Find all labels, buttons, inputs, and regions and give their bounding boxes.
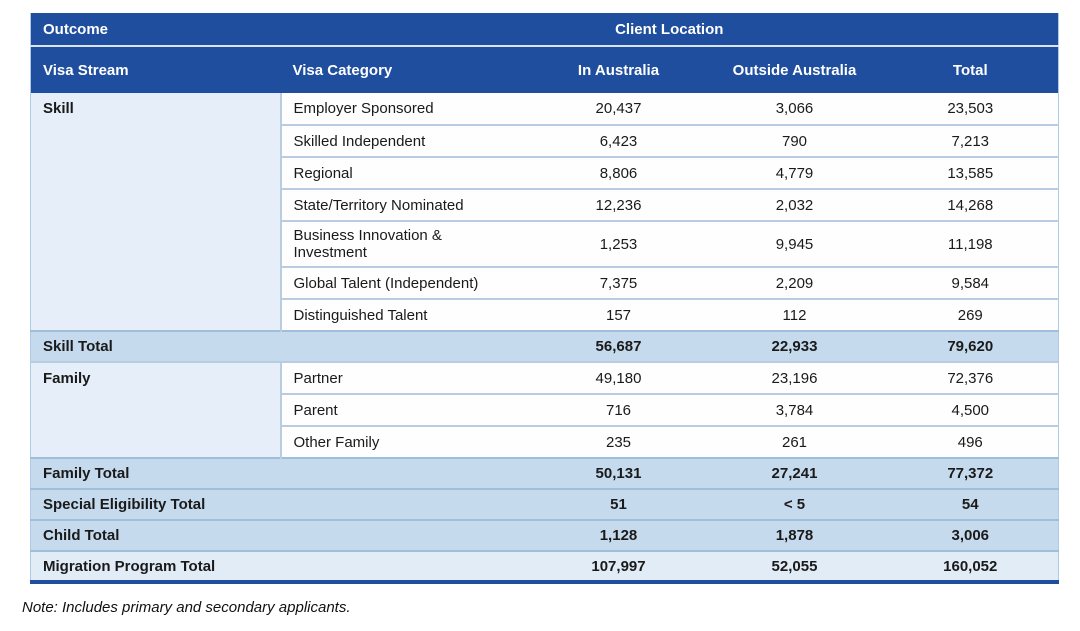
in-australia-total-value: 107,997: [531, 551, 707, 582]
visa-outcome-table: [30, 13, 1059, 584]
outside-australia-value: 112: [707, 299, 883, 331]
total-label-cell: Special Eligibility Total: [31, 489, 531, 520]
total-value: 9,584: [883, 267, 1059, 299]
in-australia-value: 49,180: [531, 362, 707, 394]
total-total-value: 160,052: [883, 551, 1059, 582]
header-visa-category: Visa Category: [281, 46, 531, 93]
visa-category-cell: Global Talent (Independent): [281, 267, 531, 299]
total-value: 269: [883, 299, 1059, 331]
visa-category-cell: State/Territory Nominated: [281, 189, 531, 221]
header-total: Total: [883, 46, 1059, 93]
header-client-location: Client Location: [281, 13, 1059, 46]
total-row: [31, 458, 1059, 489]
outside-australia-total-value: 27,241: [707, 458, 883, 489]
total-label-cell: Migration Program Total: [31, 551, 531, 582]
visa-category-cell: Skilled Independent: [281, 125, 531, 157]
total-total-value: 54: [883, 489, 1059, 520]
visa-stream-cell: Family: [31, 362, 281, 458]
total-value: 23,503: [947, 100, 994, 117]
total-row: [31, 331, 1059, 362]
table-row: [31, 93, 1059, 125]
visa-category-cell: Parent: [281, 394, 531, 426]
total-value: 13,585: [883, 157, 1059, 189]
table-note: Note: Includes primary and secondary applicants.: [22, 599, 351, 616]
in-australia-total-value: 56,687: [531, 331, 707, 362]
in-australia-value: 157: [531, 299, 707, 331]
table-body: [31, 93, 1059, 582]
in-australia-value: 8,806: [531, 157, 707, 189]
total-label-cell: Child Total: [31, 520, 531, 551]
outside-australia-value: 4,779: [707, 157, 883, 189]
outside-australia-value: 3,784: [707, 394, 883, 426]
total-total-value: 79,620: [883, 331, 1059, 362]
table-row: [31, 362, 1059, 394]
total-label-cell: Family Total: [31, 458, 531, 489]
outside-australia-total-value: 22,933: [707, 331, 883, 362]
total-value: 7,213: [883, 125, 1059, 157]
in-australia-value: 716: [531, 394, 707, 426]
header-row-columns: [31, 46, 1059, 93]
header-outside-australia: Outside Australia: [707, 46, 883, 93]
total-total-value: 3,006: [883, 520, 1059, 551]
in-australia-total-value: 51: [531, 489, 707, 520]
visa-category-cell: Business Innovation & Investment: [281, 221, 531, 267]
total-row: [31, 520, 1059, 551]
header-outcome: Outcome: [31, 13, 281, 46]
header-visa-stream: Visa Stream: [31, 46, 281, 93]
in-australia-value: 20,437: [595, 100, 642, 117]
header-row-outcome: [31, 13, 1059, 46]
in-australia-total-value: 1,128: [531, 520, 707, 551]
outside-australia-value: 790: [707, 125, 883, 157]
visa-category-cell: Other Family: [281, 426, 531, 458]
total-row: [31, 489, 1059, 520]
in-australia-value: 12,236: [531, 189, 707, 221]
total-total-value: 77,372: [883, 458, 1059, 489]
outside-australia-total-value: < 5: [707, 489, 883, 520]
outside-australia-total-value: 52,055: [707, 551, 883, 582]
total-row: [31, 551, 1059, 582]
in-australia-value: 235: [531, 426, 707, 458]
visa-category-cell: Regional: [281, 157, 531, 189]
visa-category-cell: Distinguished Talent: [281, 299, 531, 331]
visa-stream-cell: Skill: [31, 93, 281, 331]
total-label-cell: Skill Total: [31, 331, 531, 362]
visa-category-cell: Partner: [281, 362, 531, 394]
total-value: 496: [883, 426, 1059, 458]
total-value: 72,376: [883, 362, 1059, 394]
in-australia-value: 7,375: [531, 267, 707, 299]
in-australia-value: 6,423: [531, 125, 707, 157]
total-value: 4,500: [883, 394, 1059, 426]
outside-australia-value: 3,066: [775, 100, 814, 117]
outside-australia-value: 23,196: [707, 362, 883, 394]
outside-australia-value: 2,209: [707, 267, 883, 299]
outside-australia-total-value: 1,878: [707, 520, 883, 551]
outside-australia-value: 261: [707, 426, 883, 458]
outside-australia-value: 2,032: [707, 189, 883, 221]
outside-australia-value: 9,945: [707, 221, 883, 267]
visa-category-cell: Employer Sponsored: [293, 100, 434, 117]
total-value: 14,268: [883, 189, 1059, 221]
in-australia-total-value: 50,131: [531, 458, 707, 489]
table-header: [31, 13, 1059, 93]
header-in-australia: In Australia: [531, 46, 707, 93]
total-value: 11,198: [883, 221, 1059, 267]
in-australia-value: 1,253: [531, 221, 707, 267]
